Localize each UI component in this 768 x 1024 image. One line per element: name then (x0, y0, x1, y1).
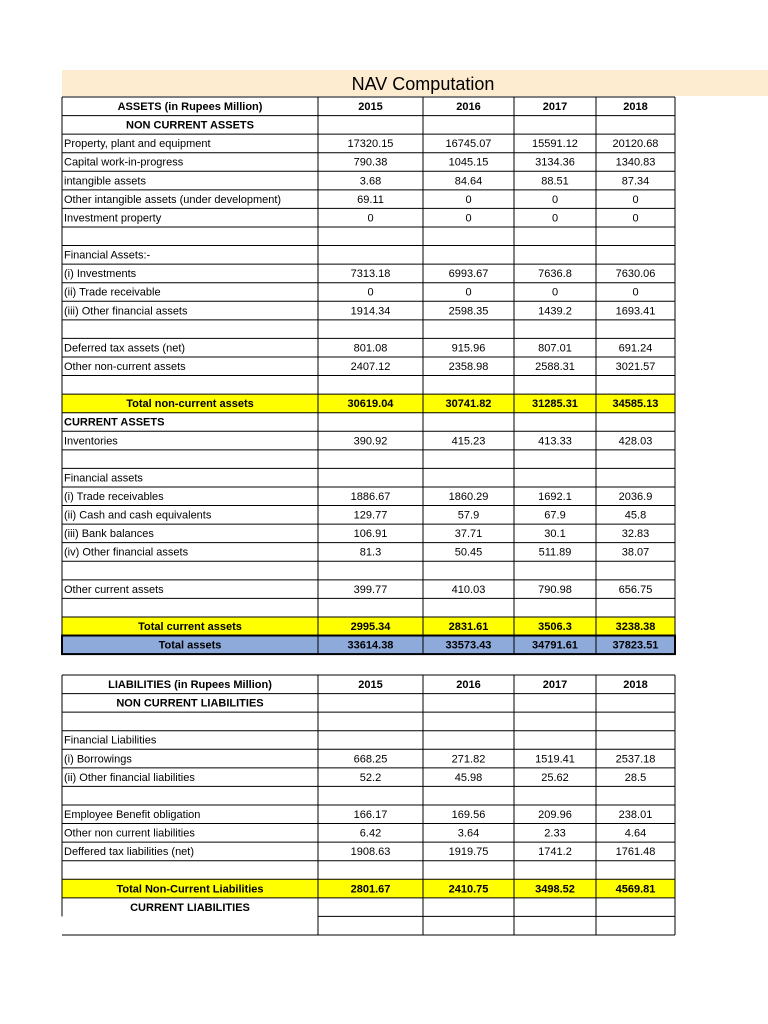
cell-value: 28.5 (624, 771, 647, 784)
cell-value: 2598.35 (448, 305, 489, 318)
cell-value: 0 (367, 212, 374, 225)
cell-value: 3134.36 (535, 156, 575, 169)
row-label-i-investments: (i) Investments (64, 268, 137, 281)
row-label-property-plant-and-equipment: Property, plant and equipment (64, 138, 211, 151)
cell-value: 17320.15 (347, 138, 394, 151)
cell-value: 31285.31 (532, 398, 578, 411)
cell-value: 656.75 (618, 583, 653, 596)
cell-value: 668.25 (353, 753, 388, 766)
row-label-i-trade-receivables: (i) Trade receivables (64, 490, 164, 503)
cell-value: 20120.68 (612, 138, 659, 151)
row-label-ii-trade-receivable: (ii) Trade receivable (64, 286, 161, 299)
cell-value: 69.11 (357, 193, 384, 206)
cell-value: 6.42 (359, 827, 382, 840)
row-label-non-current-liabilities: NON CURRENT LIABILITIES (116, 697, 264, 710)
cell-value: 915.96 (451, 342, 486, 355)
cell-value: 1693.41 (615, 305, 656, 318)
cell-value: 0 (465, 193, 472, 206)
row-label-inventories: Inventories (64, 435, 118, 448)
cell-value: 428.03 (618, 435, 653, 448)
cell-value: 1519.41 (535, 753, 575, 766)
row-label-deferred-tax-assets-net: Deferred tax assets (net) (64, 342, 186, 355)
cell-value: 1886.67 (350, 490, 391, 503)
cell-value: 2.33 (544, 827, 566, 840)
row-label-iii-other-financial-assets: (iii) Other financial assets (64, 305, 188, 318)
page-title: NAV Computation (351, 74, 495, 94)
cell-value: 790.98 (538, 583, 572, 596)
cell-value: 209.96 (538, 808, 572, 821)
cell-value: 34791.61 (532, 639, 578, 652)
cell-value: 413.33 (538, 435, 572, 448)
cell-value: 33573.43 (445, 639, 492, 652)
cell-value: 399.77 (353, 583, 388, 596)
cell-value: 52.2 (359, 771, 382, 784)
cell-value: 410.03 (451, 583, 486, 596)
cell-value: 2801.67 (350, 883, 391, 896)
cell-value: 7313.18 (350, 268, 391, 281)
row-label-i-borrowings: (i) Borrowings (64, 753, 132, 766)
cell-value: 1439.2 (538, 305, 572, 318)
cell-value: 2588.31 (535, 360, 575, 373)
row-label-total-current-assets: Total current assets (138, 620, 242, 633)
header-year-2018: 2018 (623, 101, 648, 113)
cell-value: 0 (551, 212, 559, 225)
cell-value: 37.71 (454, 528, 483, 541)
cell-value: 50.45 (454, 546, 483, 559)
cell-value: 7630.06 (615, 268, 656, 281)
cell-value: 2537.18 (615, 753, 656, 766)
header-year-2017: 2017 (542, 679, 568, 691)
row-label-investment-property: Investment property (64, 212, 162, 225)
row-label-intangible-assets: intangible assets (64, 175, 146, 188)
cell-value: 32.83 (621, 528, 650, 541)
row-label-employee-benefit-obligation: Employee Benefit obligation (64, 808, 201, 821)
cell-value: 238.01 (618, 808, 653, 821)
row-label-ii-other-financial-liabilities: (ii) Other financial liabilities (64, 771, 195, 784)
row-label-deffered-tax-liabilities-net: Deffered tax liabilities (net) (64, 846, 195, 859)
row-label-other-current-assets: Other current assets (64, 583, 164, 596)
cell-value: 801.08 (353, 342, 388, 355)
row-label-current-liabilities: CURRENT LIABILITIES (130, 901, 250, 914)
cell-value: 0 (551, 193, 559, 206)
header-year-2016: 2016 (456, 101, 481, 113)
cell-value: 81.3 (359, 546, 382, 559)
cell-value: 0 (632, 212, 639, 225)
cell-value: 33614.38 (347, 639, 394, 652)
cell-value: 15591.12 (532, 138, 578, 151)
cell-value: 790.38 (353, 156, 388, 169)
header-year-2015: 2015 (358, 679, 383, 691)
liabilities-table (62, 675, 675, 935)
cell-value: 88.51 (541, 175, 569, 188)
cell-value: 25.62 (541, 771, 569, 784)
cell-value: 1914.34 (350, 305, 391, 318)
cell-value: 45.8 (624, 509, 647, 522)
cell-value: 0 (632, 193, 639, 206)
header-year-2018: 2018 (623, 679, 648, 691)
cell-value: 1908.63 (350, 846, 391, 859)
cell-value: 2410.75 (448, 883, 489, 896)
cell-value: 4569.81 (615, 883, 656, 896)
cell-value: 37823.51 (612, 639, 659, 652)
cell-value: 0 (551, 286, 559, 299)
cell-value: 3.64 (457, 827, 480, 840)
row-label-iv-other-financial-assets: (iv) Other financial assets (64, 546, 189, 559)
row-label-other-non-current-liabilities: Other non current liabilities (64, 827, 195, 840)
row-label-ii-cash-and-cash-equivalents: (ii) Cash and cash equivalents (64, 509, 212, 522)
cell-value: 30741.82 (445, 398, 492, 411)
cell-value: 2995.34 (350, 620, 391, 633)
cell-value: 7636.8 (538, 268, 572, 281)
cell-value: 415.23 (451, 435, 486, 448)
cell-value: 57.9 (457, 509, 480, 522)
row-label-total-non-current-liabilities: Total Non-Current Liabilities (116, 883, 264, 896)
cell-value: 691.24 (618, 342, 653, 355)
cell-value: 129.77 (353, 509, 388, 522)
row-label-current-assets: CURRENT ASSETS (64, 416, 165, 429)
cell-value: 16745.07 (445, 138, 492, 151)
cell-value: 2358.98 (448, 360, 489, 373)
cell-value: 84.64 (454, 175, 483, 188)
cell-value: 1340.83 (615, 156, 656, 169)
header-year-2016: 2016 (456, 679, 481, 691)
cell-value: 106.91 (353, 528, 388, 541)
cell-value: 166.17 (353, 808, 388, 821)
assets-table (62, 97, 675, 654)
header-label: LIABILITIES (in Rupees Million) (108, 679, 272, 691)
cell-value: 1692.1 (538, 490, 572, 503)
cell-value: 0 (632, 286, 639, 299)
cell-value: 34585.13 (612, 398, 659, 411)
cell-value: 1741.2 (538, 846, 572, 859)
cell-value: 87.34 (621, 175, 650, 188)
cell-value: 1860.29 (448, 490, 489, 503)
header-year-2015: 2015 (358, 101, 383, 113)
row-label-total-non-current-assets: Total non-current assets (126, 398, 254, 411)
cell-value: 0 (465, 212, 472, 225)
cell-value: 0 (465, 286, 472, 299)
cell-value: 30619.04 (347, 398, 394, 411)
row-label-capital-work-in-progress: Capital work-in-progress (64, 156, 184, 169)
cell-value: 390.92 (353, 435, 388, 448)
cell-value: 4.64 (624, 827, 647, 840)
row-label-total-assets: Total assets (158, 639, 222, 652)
cell-value: 1045.15 (448, 156, 489, 169)
cell-value: 271.82 (451, 753, 486, 766)
cell-value: 3.68 (359, 175, 382, 188)
cell-value: 6993.67 (448, 268, 489, 281)
cell-value: 3021.57 (615, 360, 656, 373)
cell-value: 67.9 (544, 509, 566, 522)
cell-value: 3506.3 (538, 620, 572, 633)
cell-value: 0 (367, 286, 374, 299)
header-label: ASSETS (in Rupees Million) (117, 101, 263, 113)
cell-value: 511.89 (538, 546, 572, 559)
row-label-financial-assets: Financial Assets:- (64, 249, 151, 262)
cell-value: 3238.38 (615, 620, 656, 633)
cell-value: 45.98 (454, 771, 483, 784)
cell-value: 1761.48 (615, 846, 656, 859)
row-label-financial-liabilities: Financial Liabilities (64, 734, 157, 747)
cell-value: 30.1 (544, 528, 566, 541)
cell-value: 2407.12 (350, 360, 391, 373)
cell-value: 1919.75 (448, 846, 489, 859)
cell-value: 2036.9 (618, 490, 653, 503)
row-label-other-non-current-assets: Other non-current assets (64, 360, 186, 373)
row-label-non-current-assets: NON CURRENT ASSETS (126, 119, 254, 132)
cell-value: 38.07 (621, 546, 650, 559)
row-label-financial-assets: Financial assets (64, 472, 143, 485)
row-label-iii-bank-balances: (iii) Bank balances (64, 528, 154, 541)
header-year-2017: 2017 (542, 101, 568, 113)
cell-value: 3498.52 (535, 883, 575, 896)
cell-value: 2831.61 (448, 620, 489, 633)
cell-value: 169.56 (451, 808, 486, 821)
cell-value: 807.01 (538, 342, 572, 355)
row-label-other-intangible-assets-under-development: Other intangible assets (under development) (64, 193, 282, 206)
